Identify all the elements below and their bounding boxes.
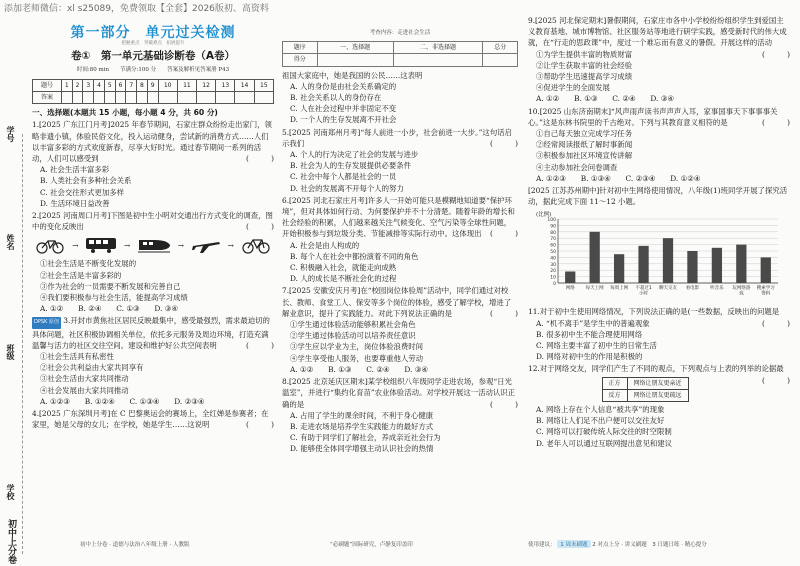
- score-cell[interactable]: [393, 54, 483, 66]
- option: C. 人在社会过程中并非固定不变: [290, 104, 397, 114]
- option: ②社会生活是丰富多彩的: [40, 270, 122, 280]
- option: D. 能够使全体同学增强主动认识社会的热情: [290, 444, 434, 454]
- option: ③帮助学生迅速提高学习成绩: [536, 72, 633, 82]
- column-right: [528, 14, 790, 449]
- score-cell[interactable]: [483, 54, 518, 66]
- question-10: [528, 106, 790, 128]
- answer-choices: A. ①②③ B. ①③④ C. ②③④ D. ①②④: [536, 173, 701, 183]
- option: D. 人的成长是不断社会化的过程: [290, 274, 397, 284]
- y-tick-label: 50: [550, 250, 556, 256]
- question-group-intro: [2025 江苏苏州期中]针对初中生网络使用情况，八年级(1)班同学开展了探究活动，据此完成下面 11～12 小题。: [528, 186, 788, 207]
- option: B. 每个人在社会中都扮演着不同的角色: [290, 251, 419, 261]
- bus-icon: [85, 236, 117, 254]
- option: A. 占用了学生的课余时间，不利于身心健康: [290, 410, 434, 420]
- answer-cell[interactable]: [83, 92, 94, 104]
- train-icon: [137, 236, 171, 254]
- shared-bike-icon: [241, 236, 271, 254]
- y-tick-label: 30: [550, 263, 556, 269]
- question-7: [282, 285, 518, 319]
- option: C. 积极融入社会，就能走向成熟: [290, 263, 397, 273]
- score-cell[interactable]: [317, 54, 393, 66]
- y-tick-label: 20: [550, 269, 556, 275]
- answer-paren: ( ): [246, 154, 274, 164]
- answer-grid-header-row: [33, 79, 274, 91]
- x-tick-label: 不超过1 小时: [635, 286, 652, 297]
- answer-choices: A. ①② B. ①③ C. ②④ D. ③④: [536, 94, 674, 104]
- side-label-school: 学校: [6, 484, 15, 500]
- answer-grid-header-label: 题号: [33, 79, 62, 91]
- option: C. 社会交往形式更加多样: [40, 187, 124, 197]
- option: ④促进学生的全面发展: [536, 83, 610, 93]
- exam-meta: 时间:80 min 节满分:100 分 答案及解析见答案册 P43: [76, 66, 230, 73]
- binding-dashed-line: [22, 134, 23, 554]
- answer-cell[interactable]: [235, 92, 254, 104]
- answer-paren: ( ): [490, 229, 518, 239]
- answer-paren: ( ): [490, 399, 518, 409]
- option: ②社会公共利益由大家共同享有: [40, 363, 144, 373]
- answer-paren: ( ): [762, 318, 790, 328]
- arrow-icon: →: [72, 240, 79, 250]
- question-7-text: 7.[2025 安徽安庆月考]在“校园岗位体验周”活动中，同学们通过对校长、教师、食堂工人、保安等多个岗位的体验，感受了解学校，增进了解业意识，提升了实践能力。对此下列说法正确的是: [282, 286, 512, 318]
- answer-choices: A. ①② B. ①③ C. ②④ D. ③④: [290, 364, 428, 374]
- debate-table: [602, 377, 689, 402]
- bicycle-icon: [35, 236, 65, 254]
- option: ④主动参加社会问卷调查: [536, 162, 618, 172]
- question-number: 6: [115, 79, 126, 91]
- arrow-icon: →: [177, 240, 184, 250]
- question-10-text: 10.[2025 山东济南期末]“风声雨声读书声声声入耳，家事国事天下事事事关心。”这是东林书院里的千古绝对。下列与其教育意义相符的是: [528, 106, 778, 127]
- internet-usage-chart: [534, 209, 784, 305]
- answer-choices: A. ①② B. ②④ C. ①③ D. ③④: [40, 304, 178, 314]
- y-tick-label: 80: [550, 231, 556, 237]
- part-subtitle: 把握重点 突破难点 拓展提升: [121, 41, 185, 47]
- option: ①自己每天独立完成学习任务: [536, 129, 633, 139]
- side-label-class: 班级: [6, 344, 15, 360]
- option: ②经常阅读报纸了解时事新闻: [536, 140, 633, 150]
- option: ③积极参加社区环境宣传讲解: [536, 151, 633, 161]
- x-tick-label: 网络: [565, 286, 575, 292]
- answer-cell[interactable]: [137, 92, 148, 104]
- question-5-text: 5.[2025 河南郑州月考]“每人前进一小步，社会前进一大步。”这句话启示我们: [282, 127, 512, 148]
- question-4-text: 4.[2025 广东深圳月考]在 C 巴黎奥运会的赛场上，全红婵是参赛者；在家里，她是父母的女儿；在学校，她是学生……这说明: [32, 409, 269, 430]
- option: D. 生活环境日益改善: [40, 198, 110, 208]
- answer-paren: ( ): [246, 420, 274, 430]
- answer-cell[interactable]: [115, 92, 126, 104]
- arrow-icon: →: [227, 240, 234, 250]
- score-box-header: 题序: [283, 42, 318, 54]
- option: A. 社会是由人构成的: [290, 240, 360, 250]
- bar-3: [638, 246, 648, 283]
- option: ②学生通过体验活动可以培养责任意识: [290, 331, 416, 341]
- answer-paren: ( ): [762, 117, 790, 127]
- question-number: 5: [104, 79, 115, 91]
- transport-illustration: [32, 234, 274, 256]
- bar-5: [687, 251, 697, 283]
- option: ③作为社会的一员需要不断发展和完善自己: [40, 281, 181, 291]
- debate-side-view: 网络让朋友更亲近: [627, 377, 688, 389]
- question-6: [282, 195, 518, 240]
- option: C. 社会中每个人都是社会的一员: [290, 172, 397, 182]
- option: ①社会生活具有私密性: [40, 352, 114, 362]
- part-title: 第一部分 单元过关检测: [70, 25, 236, 41]
- question-number: 10: [158, 79, 177, 91]
- volume-title: 卷① 第一单元基础诊断卷（A卷）: [70, 50, 236, 63]
- x-tick-label: 搜索学习资料: [756, 286, 775, 297]
- x-tick-label: 看电影: [685, 286, 700, 292]
- question-number: 7: [126, 79, 137, 91]
- answer-paren: ( ): [246, 340, 274, 350]
- option: B. 网络让人们足不出户便可以交往友好: [536, 416, 665, 426]
- option: A. 个人的行为决定了社会的发展与进步: [290, 150, 419, 160]
- score-box-header: 总分: [483, 42, 518, 54]
- question-4-continued: 祖国大家庭中，她是我国的公民……这表明: [282, 70, 423, 80]
- x-tick-label: 每天上网: [585, 286, 604, 292]
- x-tick-label: 听音乐: [710, 286, 724, 292]
- question-9-text: 9.[2025 河北保定期末]暑假期间，石家庄市各中小学校纷纷组织学生到爱国主义教育基地、城市博物馆、社区服务站等地进行研学实践，感受新时代的伟大成就，在“行走的思政课”中，度过一个难忘而有意义的暑假。开展这样的活动: [528, 16, 787, 48]
- question-number: 13: [216, 79, 235, 91]
- debate-side-label: 正方: [602, 377, 627, 389]
- option: ①为学生提供丰富的物质财富: [536, 49, 633, 59]
- y-tick-label: 60: [550, 244, 556, 250]
- y-axis-label: (比例): [536, 212, 552, 219]
- question-number: 11: [177, 79, 196, 91]
- bar-7: [736, 245, 746, 283]
- answer-cell[interactable]: [147, 92, 158, 104]
- y-tick-label: 10: [550, 276, 556, 282]
- answer-paren: ( ): [762, 375, 790, 385]
- question-5: [282, 127, 518, 149]
- bar-1: [590, 232, 600, 283]
- side-label-brand: 初中上分卷: [6, 519, 16, 564]
- question-1-text: 1.[2025 广东江门月考]2025 年春节期间，石家庄群众纷纷走出家门，领略非遗小镇，体验民俗文化，投入运动健身，尝试新的消费方式……人们以丰富多彩的方式欢度新春，尽享大好时光。通过春节期间一系列的活动，人们可以感受到: [32, 120, 272, 164]
- score-box: [282, 41, 518, 66]
- option: D. 老年人可以通过互联网提出意见和建议: [536, 438, 673, 448]
- question-12-text: 12.对于网络交友，同学们产生了不同的观点，下列观点与上表的列举的论据最: [528, 364, 784, 374]
- question-8-text: 8.[2025 北京延庆区期末]某学校组织八年级同学走进农场，参观“日光温室”，并进行“集约化育苗”农业体验活动。对学校开展这一活动认识正确的是: [282, 377, 516, 409]
- score-box-header: 一、选择题: [317, 42, 393, 54]
- option: ①社会生活是不断变化发展的: [40, 259, 137, 269]
- bar-4: [663, 239, 673, 284]
- arrow-icon: →: [123, 240, 131, 250]
- bar-0: [565, 272, 575, 284]
- x-tick-label: 玩网络游戏: [732, 286, 751, 297]
- usage-rest: 2 对点上分 · 讲义刷题 3 日题日练 · 精心提分: [592, 542, 707, 548]
- question-3: [32, 315, 274, 351]
- question-number: 2: [72, 79, 83, 91]
- footer-middle: “必刷题”国际研究，卢静复印盖印: [330, 542, 413, 548]
- question-number: 15: [254, 79, 273, 91]
- option: D. 社会的发展离不开每个人的努力: [290, 183, 404, 193]
- question-6-text: 6.[2025 河北石家庄月考]许多人一开始可能只是模糊地知道要“保护环境”，但对具体如何行动、为何要保护并不十分清楚。随着年龄的增长和社会经验的积累，人们越来越关注气候变化、空气污染等全球性问题，开始积极参与到垃圾分类、节能减排等实际行动中。这体现出: [282, 195, 515, 239]
- option: ③社会生活由大家共同推动: [40, 374, 129, 384]
- debate-side-label: 反方: [602, 389, 627, 401]
- question-3-text: 3.开封市黄焦社区居民反映最集中，感受最强烈，需求最迫切的具体问题，社区积极协调相关单位，依托多元服务及周边环境，打造充满温馨与活力的社区交往空间。建设和维护好公共空间表明: [32, 316, 270, 350]
- y-tick-label: 0: [553, 282, 556, 288]
- y-tick-label: 70: [550, 237, 556, 243]
- original-badge: DPSK 原创: [32, 317, 61, 328]
- answer-grid-answer-row: [33, 92, 274, 104]
- option: B. 社会为人的生存发展提供必要条件: [290, 161, 411, 171]
- usage-label: 使用建议：: [528, 542, 556, 548]
- option: A. 网络上存在个人信息“被共享”的现象: [536, 405, 665, 415]
- column-left: [32, 25, 274, 431]
- debate-side-view: 网络让朋友更疏远: [627, 389, 688, 401]
- option: C. 网络可以打破传统人际交往的时空限制: [536, 427, 672, 437]
- watermark-text: 添加老师微信：xl s25089，免费领取【全套】2026版初、高资料: [4, 4, 269, 14]
- x-tick-label: 每周上网: [610, 286, 629, 292]
- content-topic: 考查内容：走进社会生活: [369, 30, 431, 36]
- bar-chart-svg: [534, 209, 784, 305]
- question-2: [32, 210, 274, 232]
- answer-grid-answer-label: 答案: [33, 92, 62, 104]
- answer-grid: [32, 79, 274, 104]
- answer-paren: ( ): [490, 138, 518, 148]
- answer-cell[interactable]: [104, 92, 115, 104]
- footer-right: [528, 540, 790, 548]
- bar-2: [614, 255, 624, 284]
- side-label-id: 学号: [6, 126, 15, 142]
- answer-cell[interactable]: [254, 92, 273, 104]
- usage-chip: 1 周末刷题: [557, 540, 590, 548]
- option: ④学生享受他人服务，也要尊重他人劳动: [290, 353, 424, 363]
- y-tick-label: 90: [550, 224, 556, 230]
- option: ③学生应以学业为主，岗位体验浪费时间: [290, 342, 424, 352]
- question-number: 1: [61, 79, 72, 91]
- question-number: 8: [137, 79, 148, 91]
- question-number: 4: [94, 79, 105, 91]
- question-4: [32, 408, 274, 430]
- answer-cell[interactable]: [177, 92, 196, 104]
- option: D. 一个人的生存发展离不开社会: [290, 115, 397, 125]
- option: C. 有助于同学们了解社会，养成亲近社会行为: [290, 433, 441, 443]
- answer-cell[interactable]: [61, 92, 72, 104]
- question-number: 9: [147, 79, 158, 91]
- answer-paren: ( ): [490, 308, 518, 318]
- question-1: [32, 119, 274, 164]
- option: B. 人类社会有多种社会关系: [40, 176, 132, 186]
- option: ④社会发展由大家共同推动: [40, 385, 129, 395]
- score-box-row-label: 得分: [283, 54, 318, 66]
- y-tick-label: 40: [550, 256, 556, 262]
- option: ④我们要积极参与社会生活，能提高学习成绩: [40, 293, 188, 303]
- y-tick-label: 100: [547, 218, 556, 224]
- x-tick-label: 聊天交友: [659, 286, 677, 292]
- side-label-name: 姓名: [6, 234, 15, 250]
- answer-cell[interactable]: [158, 92, 177, 104]
- option: A. “机不离手”是学生中的普遍观象: [536, 318, 650, 328]
- option: B. 很多初中生不能合理使用网络: [536, 329, 643, 339]
- section-one-title: 一、选择题(本题共 15 小题，每小题 4 分，共 60 分): [32, 108, 218, 118]
- answer-cell[interactable]: [126, 92, 137, 104]
- answer-paren: ( ): [246, 222, 274, 232]
- answer-cell[interactable]: [216, 92, 235, 104]
- question-number: 14: [235, 79, 254, 91]
- footer-left: 初中上分卷 · 道德与法治八年级上册 · 人教版: [80, 542, 190, 548]
- option: ①学生通过体验活动能够积累社会角色: [290, 320, 416, 330]
- bar-8: [761, 258, 771, 284]
- option: A. 社会生活丰富多彩: [40, 165, 110, 175]
- option: ②让学生获取丰富的社会经验: [536, 60, 633, 70]
- question-number: 3: [83, 79, 94, 91]
- question-2-text: 2.[2025 河南周口月考]下图是初中生小明对交通出行方式变化的调查，图中的变化反映出: [32, 211, 273, 232]
- question-11-text: 11.对于初中生使用网络情况，下列说法正确的是(一些数据，反映出的问题是: [528, 307, 780, 317]
- answer-cell[interactable]: [72, 92, 83, 104]
- answer-choices: A. ①②③ B. ①②④ C. ①③④ D. ②③④: [40, 396, 205, 406]
- option: B. 走进农场是培养学生实践能力的最好方式: [290, 421, 434, 431]
- answer-cell[interactable]: [197, 92, 216, 104]
- score-box-header: 二、非选择题: [393, 42, 483, 54]
- bar-6: [712, 248, 722, 283]
- airplane-icon: [191, 236, 221, 254]
- option: C. 网络主要丰富了初中生的日常生活: [536, 341, 657, 351]
- question-number: 12: [197, 79, 216, 91]
- option: B. 社会关系以人的身份存在: [290, 93, 382, 103]
- question-8: [282, 376, 518, 410]
- option: A. 人的身份是由社会关系确定的: [290, 81, 397, 91]
- answer-cell[interactable]: [94, 92, 105, 104]
- answer-paren: ( ): [762, 49, 790, 59]
- column-middle: [282, 28, 518, 455]
- option: D. 网络对初中生的作用是积极的: [536, 352, 643, 362]
- side-binding-strip: [0, 14, 30, 564]
